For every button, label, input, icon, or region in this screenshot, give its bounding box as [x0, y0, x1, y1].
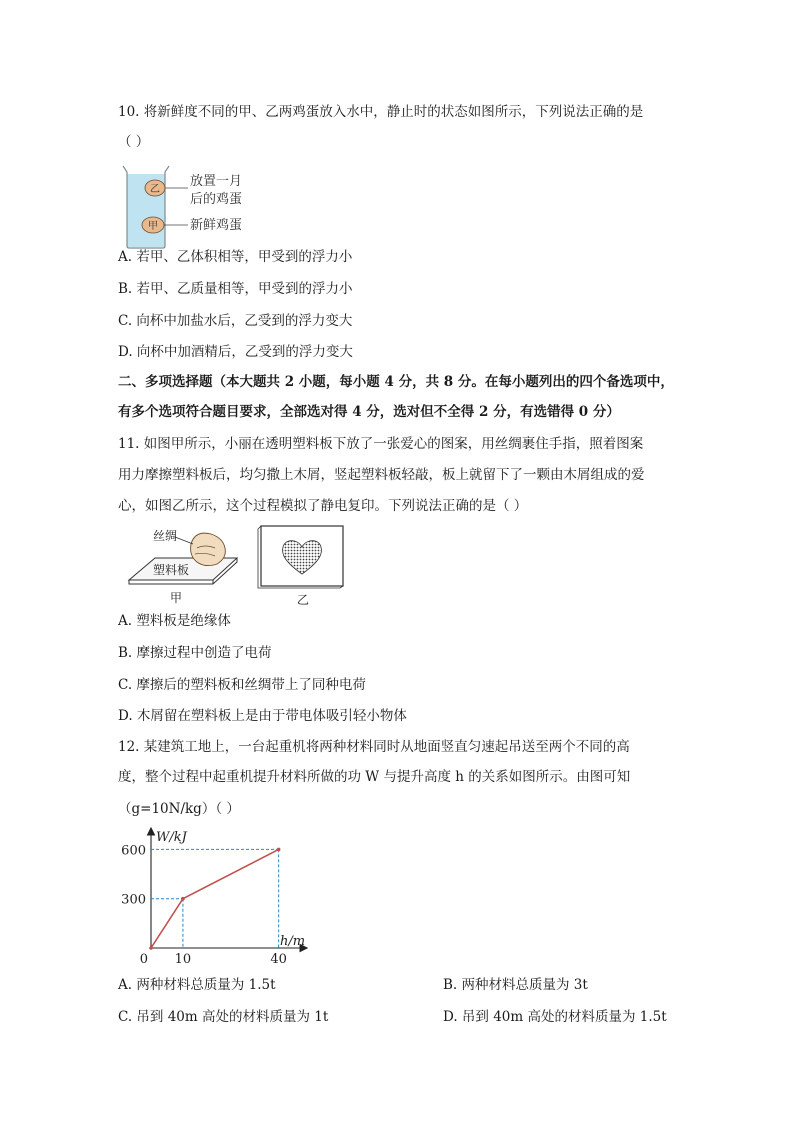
q12-stem-line3: （g=10N/kg）（ ） — [118, 801, 240, 817]
q11-figure — [125, 522, 355, 608]
data-point-2 — [277, 848, 281, 852]
x-tick-label-40: 40 — [270, 952, 287, 967]
label-aged-egg-2: 后的鸡蛋 — [190, 192, 243, 207]
q10-option-c: C. 向杯中加盐水后，乙受到的浮力变大 — [118, 313, 353, 329]
q12-option-d: D. 吊到 40m 高处的材料质量为 1.5t — [443, 1009, 667, 1025]
egg-jia-label: 甲 — [148, 221, 158, 232]
data-point-0 — [149, 946, 153, 950]
label-aged-egg-1: 放置一月 — [190, 174, 243, 189]
q12-option-a: A. 两种材料总质量为 1.5t — [118, 977, 276, 993]
q10-option-a: A. 若甲、乙体积相等，甲受到的浮力小 — [118, 249, 353, 265]
egg-yi-label: 乙 — [150, 184, 160, 195]
q11-option-c: C. 摩擦后的塑料板和丝绸带上了同种电荷 — [118, 677, 366, 693]
x-axis-label: h/m — [280, 934, 306, 949]
origin-label: 0 — [139, 952, 148, 967]
y-tick-label-600: 600 — [121, 843, 146, 859]
silk-label: 丝绸 — [153, 529, 178, 543]
section2-heading-line2: 有多个选项符合题目要求，全部选对得 4 分，选对但不全得 2 分，有选错得 0 分） — [118, 404, 620, 420]
q11-stem-line3: 心，如图乙所示，这个过程模拟了静电复印。下列说法正确的是（ ） — [118, 498, 528, 514]
y-tick-label-300: 300 — [121, 892, 146, 908]
label-fresh-egg: 新鲜鸡蛋 — [190, 218, 243, 233]
q12-stem-line1: 12. 某建筑工地上，一台起重机将两种材料同时从地面竖直匀速起吊送至两个不同的高 — [118, 739, 630, 755]
y-axis-label: W/kJ — [156, 830, 187, 845]
q10-beaker-figure — [118, 160, 268, 250]
x-tick-label-10: 10 — [174, 952, 192, 967]
q12-stem-line2: 度，整个过程中起重机提升材料所做的功 W 与提升高度 h 的关系如图所示。由图可知 — [118, 769, 631, 785]
q11-option-b: B. 摩擦过程中创造了电荷 — [118, 645, 272, 661]
silk-leader — [175, 537, 193, 544]
q11-option-d: D. 木屑留在塑料板上是由于带电体吸引轻小物体 — [118, 708, 407, 724]
q11-stem-line2: 用力摩擦塑料板后，均匀撒上木屑，竖起塑料板轻敲，板上就留下了一颗由木屑组成的爱 — [118, 467, 645, 483]
caption-yi: 乙 — [297, 593, 310, 607]
board-label: 塑料板 — [153, 563, 190, 577]
silk-hand — [191, 533, 226, 565]
q10-option-b: B. 若甲、乙质量相等，甲受到的浮力小 — [118, 281, 353, 297]
q10-option-d: D. 向杯中加酒精后，乙受到的浮力变大 — [118, 344, 353, 360]
q12-work-height-chart — [110, 825, 310, 970]
q12-option-b: B. 两种材料总质量为 3t — [443, 977, 588, 993]
q12-option-c: C. 吊到 40m 高处的材料质量为 1t — [118, 1009, 329, 1025]
q11-stem-line1: 11. 如图甲所示，小丽在透明塑料板下放了一张爱心的图案，用丝绸裹住手指，照着图案 — [118, 436, 644, 452]
caption-jia: 甲 — [170, 591, 183, 605]
q10-stem: 10. 将新鲜度不同的甲、乙两鸡蛋放入水中，静止时的状态如图所示，下列说法正确的是 — [118, 104, 644, 120]
q11-option-a: A. 塑料板是绝缘体 — [118, 613, 231, 629]
data-line-series — [151, 849, 279, 948]
q10-answer-bracket: （ ） — [118, 134, 150, 150]
data-point-1 — [181, 897, 185, 901]
section2-heading-line1: 二、多项选择题（本大题共 2 小题，每小题 4 分，共 8 分。在每小题列出的四个备选项中， — [118, 374, 674, 390]
